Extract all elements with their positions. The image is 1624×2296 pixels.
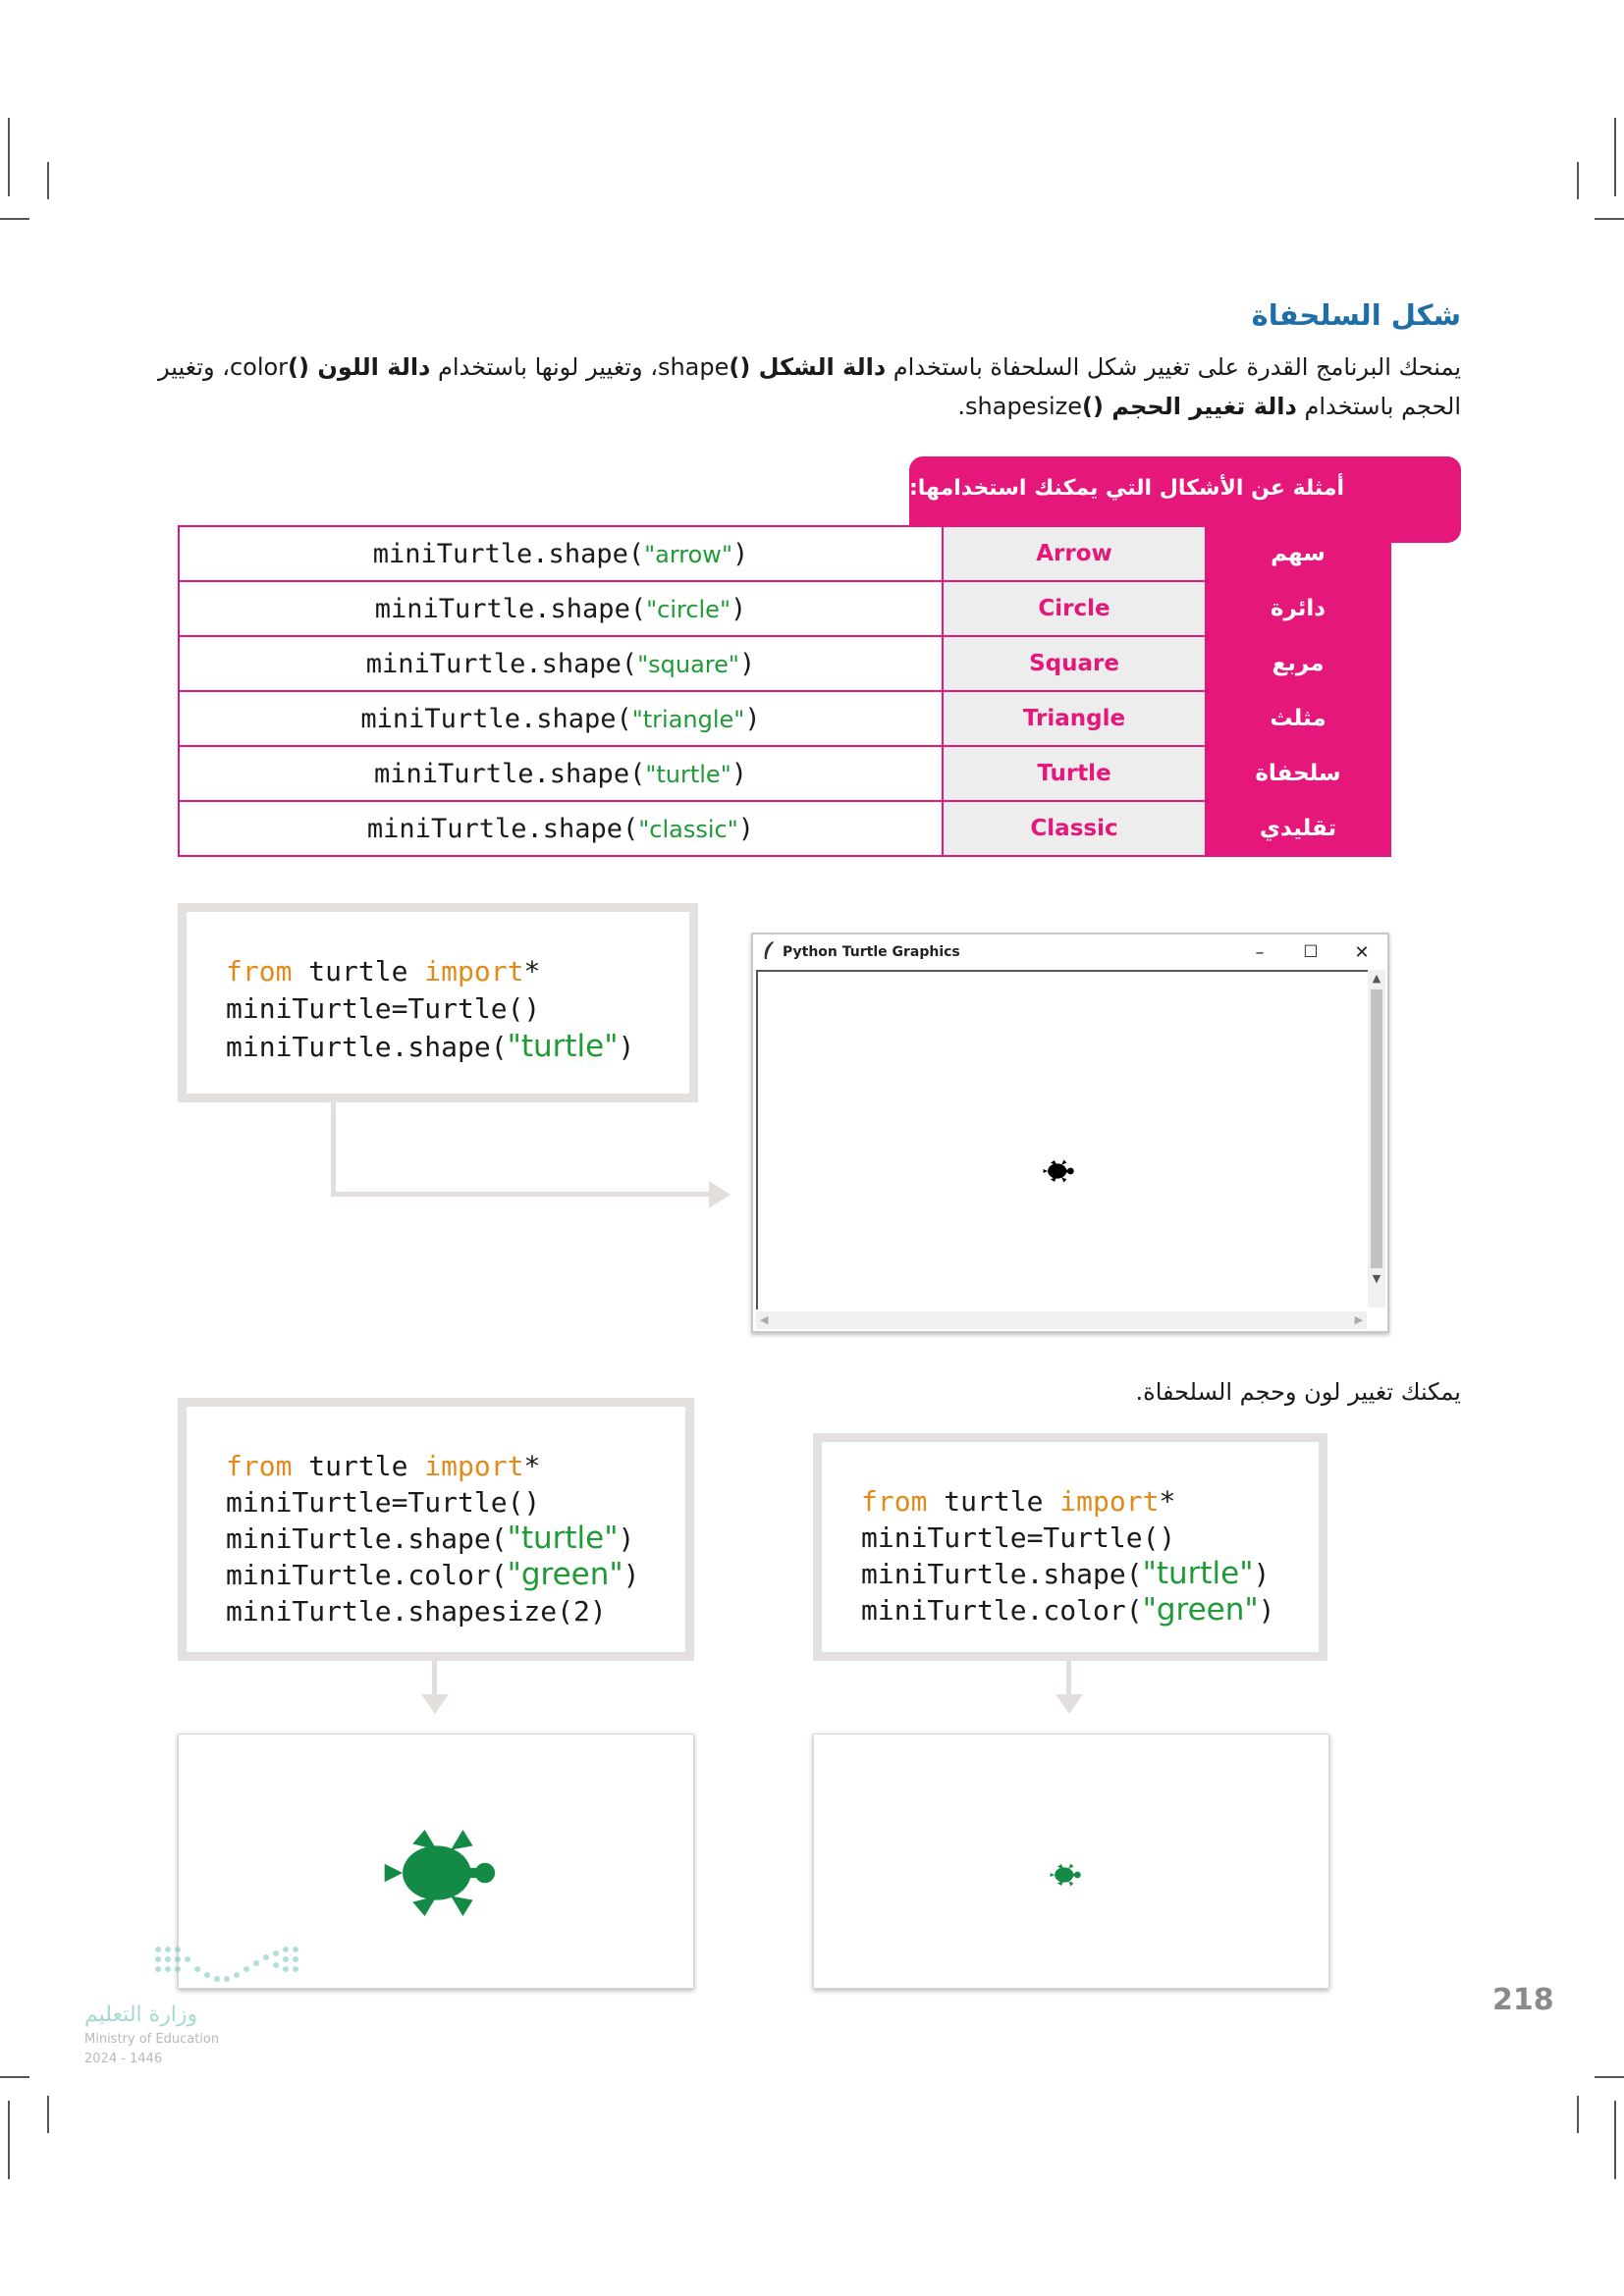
table-row xyxy=(179,746,1390,801)
ministry-name-ar: وزارة التعليم xyxy=(84,2002,198,2027)
english-name-cell: Arrow xyxy=(943,526,1206,581)
table-row xyxy=(179,691,1390,746)
english-name-cell: Square xyxy=(943,636,1206,691)
crop-mark xyxy=(1595,2076,1624,2078)
turtle-icon xyxy=(1043,1158,1076,1184)
arabic-name-cell: دائرة xyxy=(1206,581,1390,636)
connector-line xyxy=(432,1661,437,1696)
code-line: miniTurtle.shape("turtle") xyxy=(226,1029,635,1064)
crop-mark xyxy=(1614,2101,1616,2179)
code-cell: miniTurtle.shape("square") xyxy=(179,636,943,691)
crop-mark xyxy=(0,218,29,220)
code-box-example-2 xyxy=(178,1398,694,1661)
arabic-name-cell: تقليدي xyxy=(1206,801,1390,856)
intro-line-1: يمنحك البرنامج القدرة على تغيير شكل السلحفاة باستخدام دالة الشكل ()shape، وتغيير لونها باستخدام دالة اللون ()color، وتغيير xyxy=(157,353,1461,381)
turtle-icon xyxy=(1050,1862,1083,1888)
turtle-canvas xyxy=(756,970,1369,1309)
scroll-up-icon[interactable]: ▲ xyxy=(1372,972,1381,985)
connector-line xyxy=(331,1192,712,1197)
intro-paragraph xyxy=(155,347,1461,426)
code-line: miniTurtle.color("green") xyxy=(861,1592,1275,1628)
arabic-name-cell: سلحفاة xyxy=(1206,746,1390,801)
section-title: شكل السلحفاة xyxy=(1251,298,1461,332)
arabic-name-cell: مثلث xyxy=(1206,691,1390,746)
connector-line xyxy=(331,1102,336,1197)
english-name-cell: Circle xyxy=(943,581,1206,636)
code-cell: miniTurtle.shape("circle") xyxy=(179,581,943,636)
page-number: 218 xyxy=(1492,1983,1554,2017)
turtle-icon xyxy=(383,1828,507,1918)
scroll-right-icon[interactable]: ▶ xyxy=(1354,1313,1363,1326)
arabic-name-cell: مربع xyxy=(1206,636,1390,691)
crop-mark xyxy=(1577,162,1579,199)
table-row xyxy=(179,581,1390,636)
arrow-head-icon xyxy=(709,1181,731,1208)
maximize-button[interactable]: ☐ xyxy=(1303,942,1319,962)
code-cell: miniTurtle.shape("classic") xyxy=(179,801,943,856)
shapes-table xyxy=(178,525,1391,857)
crop-mark xyxy=(8,118,10,196)
close-button[interactable]: ✕ xyxy=(1354,941,1370,963)
code-line: miniTurtle=Turtle() xyxy=(226,1486,541,1519)
code-cell: miniTurtle.shape("triangle") xyxy=(179,691,943,746)
crop-mark xyxy=(47,162,49,199)
arrow-down-icon xyxy=(421,1694,449,1714)
code-line: miniTurtle.shapesize(2) xyxy=(226,1595,607,1628)
scroll-left-icon[interactable]: ◀ xyxy=(760,1313,769,1326)
minimize-button[interactable]: – xyxy=(1255,941,1265,963)
window-title: Python Turtle Graphics xyxy=(783,944,960,960)
code-line: miniTurtle.color("green") xyxy=(226,1557,640,1592)
shapes-table-header: أمثلة عن الأشكال التي يمكنك استخدامها: xyxy=(909,456,1461,543)
crop-mark xyxy=(1614,118,1616,196)
connector-line xyxy=(1066,1661,1071,1696)
color-size-note: يمكنك تغيير لون وحجم السلحفاة. xyxy=(1135,1378,1461,1406)
english-name-cell: Turtle xyxy=(943,746,1206,801)
ministry-logo-dots-icon xyxy=(152,1944,299,1989)
code-line: miniTurtle.shape("turtle") xyxy=(861,1556,1271,1591)
intro-line-2: الحجم باستخدام دالة تغيير الحجم ()shapesize. xyxy=(957,393,1461,420)
vertical-scrollbar[interactable] xyxy=(1368,970,1385,1308)
crop-mark xyxy=(1577,2096,1579,2133)
feather-icon xyxy=(763,940,775,964)
crop-mark xyxy=(47,2096,49,2133)
code-cell: miniTurtle.shape("arrow") xyxy=(179,526,943,581)
code-line: miniTurtle=Turtle() xyxy=(226,992,541,1025)
english-name-cell: Triangle xyxy=(943,691,1206,746)
window-title-bar xyxy=(753,934,1387,970)
scroll-down-icon[interactable]: ▼ xyxy=(1372,1272,1381,1285)
table-row xyxy=(179,526,1390,581)
code-line: from turtle import* xyxy=(226,1450,541,1482)
crop-mark xyxy=(8,2101,10,2179)
scroll-thumb[interactable] xyxy=(1371,989,1382,1268)
code-cell: miniTurtle.shape("turtle") xyxy=(179,746,943,801)
ministry-name-en: Ministry of Education xyxy=(84,2032,220,2047)
code-line: miniTurtle.shape("turtle") xyxy=(226,1521,635,1556)
table-row xyxy=(179,636,1390,691)
arabic-name-cell: سهم xyxy=(1206,526,1390,581)
arrow-down-icon xyxy=(1056,1694,1083,1714)
code-line: miniTurtle=Turtle() xyxy=(861,1522,1176,1554)
turtle-graphics-window xyxy=(751,933,1389,1333)
code-box-example-3 xyxy=(813,1433,1327,1661)
table-row xyxy=(179,801,1390,856)
output-canvas-small xyxy=(813,1734,1329,1989)
code-line: from turtle import* xyxy=(226,955,541,988)
code-line: from turtle import* xyxy=(861,1485,1176,1518)
english-name-cell: Classic xyxy=(943,801,1206,856)
crop-mark xyxy=(1595,218,1624,220)
horizontal-scrollbar[interactable] xyxy=(756,1311,1367,1329)
ministry-year: 2024 - 1446 xyxy=(84,2052,163,2066)
code-box-example-1 xyxy=(178,903,698,1102)
crop-mark xyxy=(0,2076,29,2078)
